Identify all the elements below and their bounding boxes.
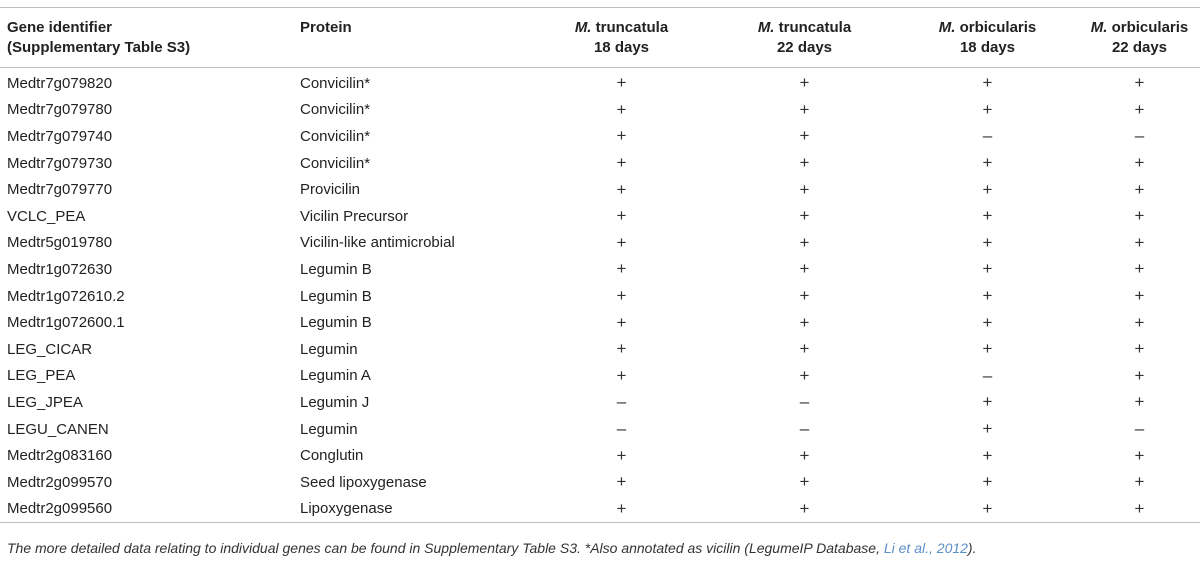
presence-cell: –: [1134, 126, 1145, 146]
presence-cell: +: [982, 99, 993, 119]
presence-cell: +: [982, 73, 993, 93]
gene-identifier-cell: LEGU_CANEN: [7, 420, 109, 438]
presence-cell: +: [1134, 179, 1145, 199]
protein-cell: Conglutin: [300, 447, 364, 465]
protein-cell: Vicilin-like antimicrobial: [300, 234, 455, 252]
presence-cell: +: [616, 286, 627, 306]
presence-cell: +: [799, 179, 810, 199]
presence-cell: –: [616, 419, 627, 439]
presence-cell: +: [1134, 73, 1145, 93]
header-days: 18 days: [593, 39, 650, 56]
presence-cell: +: [616, 259, 627, 279]
header-species-name: truncatula: [591, 19, 669, 36]
presence-cell: +: [1134, 206, 1145, 226]
presence-cell: +: [1134, 259, 1145, 279]
table-row: [0, 97, 1200, 124]
presence-cell: +: [982, 206, 993, 226]
table-footnote: [7, 540, 976, 556]
presence-cell: +: [799, 126, 810, 146]
header-species-name: orbicularis: [1107, 19, 1189, 36]
header-mt-18: [530, 8, 713, 68]
presence-cell: +: [616, 99, 627, 119]
protein-cell: Convicilin*: [300, 154, 371, 172]
presence-cell: +: [982, 498, 993, 518]
gene-identifier-cell: LEG_CICAR: [7, 340, 93, 358]
header-species: M.: [1090, 19, 1108, 36]
gene-identifier-cell: Medtr1g072600.1: [7, 314, 125, 332]
gene-identifier-cell: Medtr1g072610.2: [7, 287, 125, 305]
presence-cell: +: [1134, 339, 1145, 359]
presence-cell: –: [982, 126, 993, 146]
header-days: 22 days: [776, 39, 833, 56]
table-row: [0, 389, 1200, 416]
footnote-end: ).: [967, 540, 977, 556]
presence-cell: +: [799, 339, 810, 359]
protein-cell: Legumin J: [300, 393, 370, 411]
table-row: [0, 230, 1200, 257]
table-header-row: [0, 8, 1200, 68]
gene-identifier-cell: Medtr2g099570: [7, 473, 113, 491]
presence-cell: +: [799, 259, 810, 279]
presence-cell: +: [1134, 445, 1145, 465]
presence-cell: +: [982, 232, 993, 252]
presence-cell: +: [1134, 392, 1145, 412]
table-row: [0, 123, 1200, 150]
presence-cell: +: [799, 312, 810, 332]
protein-cell: Legumin A: [300, 367, 371, 385]
presence-cell: +: [799, 73, 810, 93]
gene-identifier-cell: LEG_PEA: [7, 367, 76, 385]
header-days: 22 days: [1111, 39, 1168, 56]
presence-cell: +: [616, 472, 627, 492]
table-row: [0, 416, 1200, 443]
header-gene-line1: Gene identifier: [7, 19, 113, 36]
header-mt-22: [713, 8, 896, 68]
presence-cell: –: [799, 419, 810, 439]
presence-cell: +: [616, 179, 627, 199]
presence-cell: +: [616, 312, 627, 332]
presence-cell: +: [1134, 232, 1145, 252]
presence-cell: +: [616, 73, 627, 93]
presence-cell: +: [1134, 153, 1145, 173]
gene-identifier-cell: Medtr7g079730: [7, 154, 113, 172]
gene-identifier-cell: Medtr7g079740: [7, 127, 113, 145]
protein-table: [0, 7, 1200, 523]
citation-link[interactable]: Li et al., 2012: [883, 540, 968, 556]
table-row: [0, 256, 1200, 283]
presence-cell: +: [616, 206, 627, 226]
protein-cell: Legumin B: [300, 287, 372, 305]
presence-cell: +: [1134, 286, 1145, 306]
gene-identifier-cell: Medtr2g083160: [7, 447, 113, 465]
presence-cell: +: [1134, 498, 1145, 518]
table-row: [0, 283, 1200, 310]
presence-cell: –: [616, 392, 627, 412]
table-row: [0, 363, 1200, 390]
table-body: [0, 68, 1200, 523]
header-mo-22: [1079, 8, 1200, 68]
presence-cell: +: [616, 445, 627, 465]
presence-cell: +: [799, 206, 810, 226]
presence-cell: –: [1134, 419, 1145, 439]
protein-cell: Legumin B: [300, 260, 372, 278]
gene-identifier-cell: Medtr7g079770: [7, 181, 113, 199]
footnote-text: The more detailed data relating to individual genes can be found in Supplementary Table S3. *Also annotated as vicilin (LegumeIP Database,: [7, 540, 884, 556]
presence-cell: +: [982, 445, 993, 465]
header-gene-identifier: [0, 8, 300, 68]
protein-cell: Lipoxygenase: [300, 500, 393, 518]
gene-identifier-cell: Medtr2g099560: [7, 500, 113, 518]
presence-cell: +: [1134, 365, 1145, 385]
protein-cell: Seed lipoxygenase: [300, 473, 427, 491]
presence-cell: +: [616, 498, 627, 518]
presence-cell: +: [799, 99, 810, 119]
presence-cell: +: [982, 153, 993, 173]
presence-cell: +: [799, 286, 810, 306]
protein-cell: Convicilin*: [300, 127, 371, 145]
protein-cell: Provicilin: [300, 181, 361, 199]
presence-cell: +: [799, 472, 810, 492]
gene-identifier-cell: LEG_JPEA: [7, 393, 83, 411]
presence-cell: +: [982, 419, 993, 439]
header-species-name: truncatula: [774, 19, 852, 36]
protein-cell: Legumin: [300, 420, 358, 438]
table-row: [0, 309, 1200, 336]
header-species-name: orbicularis: [955, 19, 1037, 36]
protein-cell: Legumin: [300, 340, 358, 358]
presence-cell: +: [982, 259, 993, 279]
protein-cell: Convicilin*: [300, 74, 371, 92]
presence-cell: +: [616, 232, 627, 252]
table-row: [0, 176, 1200, 203]
gene-identifier-cell: Medtr7g079820: [7, 74, 113, 92]
gene-identifier-cell: Medtr1g072630: [7, 260, 113, 278]
presence-cell: –: [799, 392, 810, 412]
presence-cell: +: [799, 365, 810, 385]
presence-cell: +: [799, 232, 810, 252]
table-row: [0, 496, 1200, 523]
header-species: M.: [938, 19, 956, 36]
presence-cell: +: [1134, 312, 1145, 332]
header-days: 18 days: [959, 39, 1016, 56]
presence-cell: +: [799, 445, 810, 465]
presence-cell: –: [982, 365, 993, 385]
gene-identifier-cell: VCLC_PEA: [7, 207, 86, 225]
header-species: M.: [574, 19, 592, 36]
header-gene-line2: (Supplementary Table S3): [7, 39, 191, 56]
presence-cell: +: [1134, 472, 1145, 492]
gene-identifier-cell: Medtr5g019780: [7, 234, 113, 252]
presence-cell: +: [1134, 99, 1145, 119]
header-protein: Protein: [300, 19, 352, 36]
presence-cell: +: [616, 339, 627, 359]
table-row: [0, 150, 1200, 177]
protein-cell: Convicilin*: [300, 101, 371, 119]
table-row: [0, 442, 1200, 469]
header-mo-18: [896, 8, 1079, 68]
header-species: M.: [757, 19, 775, 36]
presence-cell: +: [616, 153, 627, 173]
presence-cell: +: [982, 339, 993, 359]
presence-cell: +: [982, 179, 993, 199]
gene-identifier-cell: Medtr7g079780: [7, 101, 113, 119]
presence-cell: +: [799, 498, 810, 518]
protein-cell: Legumin B: [300, 314, 372, 332]
presence-cell: +: [982, 472, 993, 492]
presence-cell: +: [982, 312, 993, 332]
protein-cell: Vicilin Precursor: [300, 207, 409, 225]
presence-cell: +: [616, 365, 627, 385]
presence-cell: +: [616, 126, 627, 146]
presence-cell: +: [982, 286, 993, 306]
table-row: [0, 68, 1200, 97]
table-row: [0, 336, 1200, 363]
table-row: [0, 469, 1200, 496]
presence-cell: +: [982, 392, 993, 412]
table-row: [0, 203, 1200, 230]
presence-cell: +: [799, 153, 810, 173]
